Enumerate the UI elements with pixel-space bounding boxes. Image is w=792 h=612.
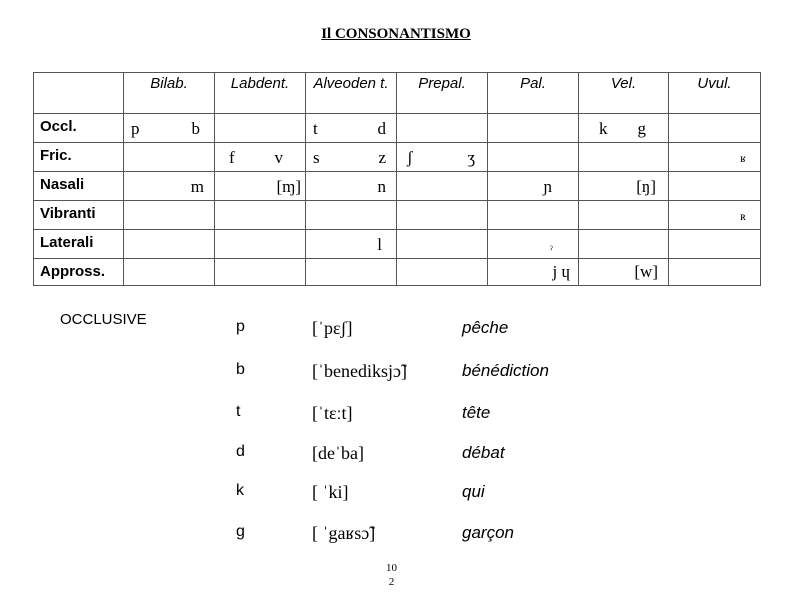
cell-vibranti-prepal [397,201,488,230]
example-row [0,443,792,467]
symbol: ɲ [543,177,552,196]
header-bilab: Bilab. [124,73,215,114]
symbol: j ɥ [552,262,570,281]
cell-laterali-alveo [306,230,397,259]
cell-occl-uvul [669,114,761,143]
header-uvul: Uvul. [669,73,761,114]
example-word: pêche [462,318,509,337]
row-label-vibranti: Vibranti [34,201,124,230]
cell-appross-labdent [215,259,306,286]
cell-laterali-bilab [124,230,215,259]
row-label-fric: Fric. [34,143,124,172]
symbol: ˀ [550,244,553,256]
symbol: ʃ [407,148,413,167]
cell-occl-prepal [397,114,488,143]
cell-nasali-vel [579,172,669,201]
example-phoneme: g [236,523,245,540]
header-alveoden: Alveoden t. [306,73,397,114]
example-phoneme: k [236,482,244,499]
cell-nasali-pal [488,172,579,201]
header-labdent: Labdent. [215,73,306,114]
example-word: garçon [462,523,514,542]
cell-appross-alveo [306,259,397,286]
table-row [34,172,761,201]
cell-occl-alveo [306,114,397,143]
header-prepal: Prepal. [397,73,488,114]
example-word: tête [462,403,491,422]
symbol: z [378,148,386,167]
cell-appross-prepal [397,259,488,286]
page-number [386,561,397,589]
section-label: OCCLUSIVE [60,311,147,328]
example-row [0,318,792,342]
example-word: qui [462,482,485,501]
cell-laterali-labdent [215,230,306,259]
cell-nasali-labdent [215,172,306,201]
row-label-appross: Appross. [34,259,124,286]
symbol: [w] [634,262,658,281]
page-title: Il CONSONANTISMO [321,26,471,42]
cell-fric-prepal [397,143,488,172]
example-phoneme: d [236,443,245,460]
symbol: v [274,148,283,167]
cell-occl-bilab [124,114,215,143]
symbol: ʁ [740,151,746,165]
cell-occl-pal [488,114,579,143]
symbol: b [191,119,200,138]
example-transcription: [ ˈgaʁsɔ̃] [312,523,376,543]
page-number-line: 10 [386,562,397,574]
example-word: débat [462,443,505,462]
cell-fric-bilab [124,143,215,172]
consonant-table [33,72,761,286]
cell-nasali-alveo [306,172,397,201]
cell-appross-pal [488,259,579,286]
example-transcription: [ˈbenediksjɔ̃] [312,361,407,381]
table-row [34,259,761,286]
cell-vibranti-bilab [124,201,215,230]
symbol: d [377,119,386,138]
cell-vibranti-uvul [669,201,761,230]
table-row [34,114,761,143]
cell-vibranti-pal [488,201,579,230]
cell-nasali-uvul [669,172,761,201]
cell-laterali-prepal [397,230,488,259]
example-row [0,482,792,506]
cell-appross-bilab [124,259,215,286]
symbol: g [637,119,646,138]
header-vel: Vel. [579,73,669,114]
row-label-occl: Occl. [34,114,124,143]
symbol: l [377,235,382,254]
cell-vibranti-labdent [215,201,306,230]
cell-appross-uvul [669,259,761,286]
symbol: ʒ [467,148,475,167]
cell-appross-vel [579,259,669,286]
symbol: ʀ [740,209,746,223]
example-transcription: [ ˈki] [312,482,349,502]
table-row [34,143,761,172]
header-pal: Pal. [488,73,579,114]
example-row [0,523,792,547]
cell-vibranti-vel [579,201,669,230]
cell-fric-alveo [306,143,397,172]
page-number-line: 2 [388,576,395,588]
cell-fric-vel [579,143,669,172]
symbol: f [229,148,235,167]
cell-fric-labdent [215,143,306,172]
example-row [0,361,792,385]
example-phoneme: t [236,403,241,420]
table-row [34,201,761,230]
cell-occl-labdent [215,114,306,143]
cell-laterali-vel [579,230,669,259]
cell-nasali-prepal [397,172,488,201]
example-row [0,403,792,427]
symbol: n [377,177,386,196]
cell-vibranti-alveo [306,201,397,230]
example-transcription: [ˈtɛːt] [312,403,353,423]
example-transcription: [deˈba] [312,443,364,463]
cell-occl-vel [579,114,669,143]
symbol: p [131,119,140,138]
cell-fric-pal [488,143,579,172]
cell-laterali-pal [488,230,579,259]
example-word: bénédiction [462,361,549,380]
symbol: [ɱ] [276,177,301,196]
symbol: k [599,119,608,138]
symbol: m [190,177,204,196]
cell-fric-uvul [669,143,761,172]
row-label-nasali: Nasali [34,172,124,201]
header-empty [34,73,124,114]
table-header-row [34,73,761,114]
example-phoneme: p [236,318,245,335]
example-transcription: [ˈpɛʃ] [312,318,353,338]
symbol: [ŋ] [636,177,656,196]
table-row [34,230,761,259]
symbol: s [313,148,320,167]
row-label-laterali: Laterali [34,230,124,259]
cell-laterali-uvul [669,230,761,259]
cell-nasali-bilab [124,172,215,201]
example-phoneme: b [236,361,245,378]
symbol: t [313,119,318,138]
